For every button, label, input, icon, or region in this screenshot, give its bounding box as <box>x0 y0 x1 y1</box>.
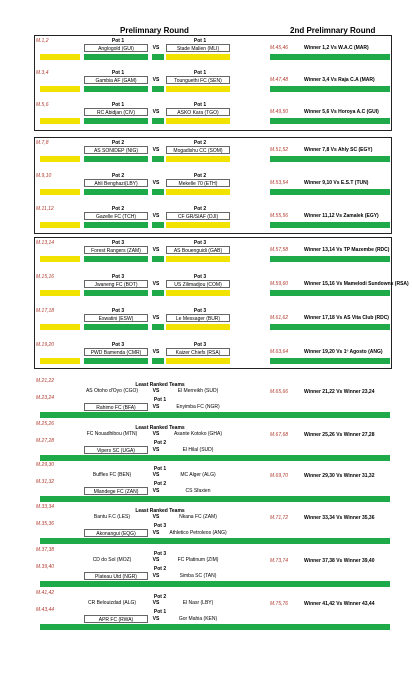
vs-label: VS <box>152 213 160 219</box>
second-round-match: M.51,52 <box>270 147 289 153</box>
vs-label: VS <box>152 600 160 606</box>
section-label: Least Ranked Teams <box>135 508 185 514</box>
section-label: Least Ranked Teams <box>135 382 185 388</box>
green-bar <box>84 358 148 364</box>
green-bar <box>270 156 390 162</box>
yellow-bar <box>40 358 80 364</box>
vs-label: VS <box>152 514 160 520</box>
second-round-match: M.61,62 <box>270 315 289 321</box>
second-round-match: M.75,76 <box>270 601 289 607</box>
match-number: M.13,14 <box>36 240 55 246</box>
team-home: Forest Rangers (ZAM) <box>84 246 148 254</box>
vs-label: VS <box>152 77 160 83</box>
pot-label: Pot 1 <box>193 70 207 76</box>
winner-fixture: Winner 37,38 Vs Winner 39,40 <box>304 558 375 564</box>
yellow-bar <box>166 358 230 364</box>
section-label: Pot 1 <box>153 609 167 615</box>
team-away: Stade Malien (MLI) <box>166 44 230 52</box>
yellow-bar <box>166 86 230 92</box>
green-bar <box>84 189 148 195</box>
vs-label: VS <box>152 557 160 563</box>
match-number: M.9,10 <box>36 173 52 179</box>
team-home: APR FC (RWA) <box>84 615 148 623</box>
match-number: M.3,4 <box>36 70 49 76</box>
green-bar <box>40 496 390 502</box>
yellow-bar <box>166 156 230 162</box>
winner-fixture: Winner 13,14 Vs TP Mazembe (RDC) <box>304 247 390 253</box>
winner-fixture: Winner 19,20 Vs 1º Agosto (ANG) <box>304 349 383 355</box>
pot-label: Pot 1 <box>193 38 207 44</box>
section-label: Pot 2 <box>153 566 167 572</box>
green-bar <box>84 86 148 92</box>
pot-label: Pot 2 <box>193 206 207 212</box>
second-round-match: M.71,72 <box>270 515 289 521</box>
match-number: M.39,40 <box>36 564 55 570</box>
winner-fixture: Winner 33,34 Vs Winner 35,36 <box>304 515 375 521</box>
green-bar <box>270 290 390 296</box>
green-bar <box>84 324 148 330</box>
vs-label: VS <box>152 573 160 579</box>
second-round-match: M.47,48 <box>270 77 289 83</box>
green-bar <box>152 156 164 162</box>
match-number: M.1,2 <box>36 38 49 44</box>
match-number: M.35,36 <box>36 521 55 527</box>
match-number: M.17,18 <box>36 308 55 314</box>
team-away: CF GR/SIAF (DJI) <box>166 212 230 220</box>
pot-label: Pot 3 <box>193 240 207 246</box>
match-number: M.23,24 <box>36 395 55 401</box>
section-label: Pot 2 <box>153 440 167 446</box>
pot-label: Pot 2 <box>111 206 125 212</box>
yellow-bar <box>40 222 80 228</box>
second-round-match: M.69,70 <box>270 473 289 479</box>
winner-fixture: Winner 9,10 Vs E.S.T (TUN) <box>304 180 369 186</box>
green-bar <box>152 189 164 195</box>
pot-label: Pot 2 <box>111 173 125 179</box>
winner-fixture: Winner 15,16 Vs Mamelodi Sundowns (RSA) <box>304 281 409 287</box>
pot-label: Pot 1 <box>111 102 125 108</box>
section-label: Least Ranked Teams <box>135 425 185 431</box>
green-bar <box>84 54 148 60</box>
second-round-match: M.55,56 <box>270 213 289 219</box>
team-home: PWD Bamenda (CMR) <box>84 348 148 356</box>
winner-fixture: Winner 7,8 Vs Ahly SC (EGY) <box>304 147 373 153</box>
vs-label: VS <box>152 147 160 153</box>
vs-label: VS <box>152 472 160 478</box>
pot-label: Pot 3 <box>111 342 125 348</box>
team-away: Le Messager (BUR) <box>166 314 230 322</box>
green-bar <box>152 290 164 296</box>
second-round-match: M.53,54 <box>270 180 289 186</box>
team-away: Mogadishu CC (SOM) <box>166 146 230 154</box>
team-home: AS Otoho d'Oyo (CGO) <box>85 388 139 394</box>
team-away: El Merreikh (SUD) <box>177 388 219 394</box>
team-home: CD do Sol (MOZ) <box>92 557 132 563</box>
team-home: FC Nouadhibou (MTN) <box>86 431 138 437</box>
team-away: Gor Mahia (KEN) <box>178 616 218 622</box>
match-number: M.33,34 <box>36 504 55 510</box>
team-home: Ahli Benghazi(LBY) <box>84 179 148 187</box>
match-number: M.21,22 <box>36 378 55 384</box>
second-round-match: M.45,46 <box>270 45 289 51</box>
green-bar <box>84 256 148 262</box>
pot-label: Pot 3 <box>111 308 125 314</box>
yellow-bar <box>166 324 230 330</box>
team-away: El Nasr (LBY) <box>182 600 214 606</box>
team-away: Asante Kotoko (GHA) <box>173 431 223 437</box>
match-number: M.31,32 <box>36 479 55 485</box>
team-away: ASKO Kara (TGO) <box>166 108 230 116</box>
green-bar <box>152 54 164 60</box>
team-away: El Hilal (SUD) <box>182 447 214 453</box>
section-label: Pot 1 <box>153 466 167 472</box>
team-away: Nkana FC (ZAM) <box>179 514 217 520</box>
section-label: Pot 3 <box>153 551 167 557</box>
winner-fixture: Winner 41,42 Vs Winner 43,44 <box>304 601 375 607</box>
green-bar <box>152 324 164 330</box>
second-round-match: M.65,66 <box>270 389 289 395</box>
team-away: Kaizer Chiefs (RSA) <box>166 348 230 356</box>
green-bar <box>270 189 390 195</box>
team-home: Jwaneng FC (BOT) <box>84 280 148 288</box>
pot-label: Pot 2 <box>193 173 207 179</box>
green-bar <box>40 538 390 544</box>
yellow-bar <box>166 222 230 228</box>
green-bar <box>40 581 390 587</box>
team-away: US Zilimadjou (COM) <box>166 280 230 288</box>
vs-label: VS <box>152 530 160 536</box>
yellow-bar <box>166 189 230 195</box>
yellow-bar <box>40 156 80 162</box>
green-bar <box>40 624 390 630</box>
second-round-header: 2nd Prelimnary Round <box>290 26 376 35</box>
pot-label: Pot 3 <box>193 308 207 314</box>
vs-label: VS <box>152 488 160 494</box>
section-label: Pot 3 <box>153 523 167 529</box>
vs-label: VS <box>152 109 160 115</box>
pot-label: Pot 2 <box>111 140 125 146</box>
vs-label: VS <box>152 281 160 287</box>
winner-fixture: Winner 1,2 Vs W.A.C (MAR) <box>304 45 369 51</box>
team-home: Eswatini (ESW) <box>84 314 148 322</box>
vs-label: VS <box>152 247 160 253</box>
match-number: M.37,38 <box>36 547 55 553</box>
green-bar <box>270 118 390 124</box>
team-home: Anglogold (GUI) <box>84 44 148 52</box>
team-home: Mlandege FC (ZAN) <box>84 487 148 495</box>
yellow-bar <box>40 54 80 60</box>
green-bar <box>270 222 390 228</box>
team-away: Simba SC (TAN) <box>179 573 217 579</box>
pot-label: Pot 1 <box>193 102 207 108</box>
second-round-match: M.67,68 <box>270 432 289 438</box>
match-number: M.7,8 <box>36 140 49 146</box>
vs-label: VS <box>152 616 160 622</box>
winner-fixture: Winner 5,6 Vs Horoya A.C (GUI) <box>304 109 379 115</box>
vs-label: VS <box>152 45 160 51</box>
match-number: M.27,28 <box>36 438 55 444</box>
pot-label: Pot 3 <box>111 240 125 246</box>
team-away: Athletico Petroleos (ANG) <box>169 530 227 536</box>
winner-fixture: Winner 21,22 Vs Winner 23,24 <box>304 389 375 395</box>
team-home: Rahimo FC (BFA) <box>84 403 148 411</box>
pot-label: Pot 3 <box>193 342 207 348</box>
match-number: M.29,30 <box>36 462 55 468</box>
match-number: M.41,42 <box>36 590 55 596</box>
green-bar <box>270 256 390 262</box>
team-away: AS Bouenguidi (GAB) <box>166 246 230 254</box>
second-round-match: M.59,60 <box>270 281 289 287</box>
yellow-bar <box>40 290 80 296</box>
match-number: M.25,26 <box>36 421 55 427</box>
green-bar <box>152 358 164 364</box>
team-home: Plateau Utd (NGR) <box>84 572 148 580</box>
winner-fixture: Winner 25,26 Vs Winner 27,28 <box>304 432 375 438</box>
team-away: Mekelle 70 (ETH) <box>166 179 230 187</box>
green-bar <box>40 455 390 461</box>
yellow-bar <box>40 256 80 262</box>
team-away: Tounguethi FC (SEN) <box>166 76 230 84</box>
yellow-bar <box>166 118 230 124</box>
pot-label: Pot 1 <box>111 38 125 44</box>
second-round-match: M.63,64 <box>270 349 289 355</box>
winner-fixture: Winner 3,4 Vs Raja C.A (MAR) <box>304 77 375 83</box>
vs-label: VS <box>152 404 160 410</box>
second-round-match: M.49,50 <box>270 109 289 115</box>
pot-label: Pot 1 <box>111 70 125 76</box>
green-bar <box>152 86 164 92</box>
yellow-bar <box>40 324 80 330</box>
winner-fixture: Winner 17,18 Vs AS Vita Club (RDC) <box>304 315 389 321</box>
vs-label: VS <box>152 431 160 437</box>
yellow-bar <box>40 189 80 195</box>
vs-label: VS <box>152 315 160 321</box>
team-away: CS Sfaxien <box>185 488 211 494</box>
green-bar <box>270 358 390 364</box>
team-home: Buffles FC (BEN) <box>92 472 132 478</box>
green-bar <box>152 118 164 124</box>
yellow-bar <box>40 118 80 124</box>
team-home: Bantu F.C (LES) <box>93 514 131 520</box>
green-bar <box>84 156 148 162</box>
team-home: AS SONIDEP (NIG) <box>84 146 148 154</box>
green-bar <box>270 324 390 330</box>
vs-label: VS <box>152 349 160 355</box>
team-away: MC Alger (ALG) <box>180 472 216 478</box>
team-away: Enyimba FC (NGR) <box>176 404 220 410</box>
green-bar <box>40 412 390 418</box>
team-home: Gambia AF (GAM) <box>84 76 148 84</box>
green-bar <box>84 118 148 124</box>
prelim-round-header: Prelimnary Round <box>120 26 189 35</box>
team-home: Vipers SC (UGA) <box>84 446 148 454</box>
second-round-match: M.73,74 <box>270 558 289 564</box>
section-label: Pot 1 <box>153 397 167 403</box>
yellow-bar <box>166 290 230 296</box>
yellow-bar <box>40 86 80 92</box>
green-bar <box>270 54 390 60</box>
vs-label: VS <box>152 180 160 186</box>
green-bar <box>152 256 164 262</box>
pot-label: Pot 3 <box>193 274 207 280</box>
green-bar <box>270 86 390 92</box>
green-bar <box>152 222 164 228</box>
match-number: M.5,6 <box>36 102 49 108</box>
match-number: M.15,16 <box>36 274 55 280</box>
match-number: M.11,12 <box>36 206 54 212</box>
winner-fixture: Winner 11,12 Vs Zamalek (EGY) <box>304 213 379 219</box>
pot-label: Pot 3 <box>111 274 125 280</box>
pot-label: Pot 2 <box>193 140 207 146</box>
match-number: M.43,44 <box>36 607 55 613</box>
team-home: Akonangui (EQG) <box>84 529 148 537</box>
team-home: CR Belouizdad (ALG) <box>87 600 137 606</box>
green-bar <box>84 290 148 296</box>
yellow-bar <box>166 54 230 60</box>
winner-fixture: Winner 29,30 Vs Winner 31,32 <box>304 473 375 479</box>
match-number: M.19,20 <box>36 342 55 348</box>
section-label: Pot 2 <box>153 594 167 600</box>
section-label: Pot 2 <box>153 481 167 487</box>
team-away: FC Platinum (ZIM) <box>177 557 219 563</box>
second-round-match: M.57,58 <box>270 247 289 253</box>
vs-label: VS <box>152 388 160 394</box>
team-home: RC Abidjan (CIV) <box>84 108 148 116</box>
yellow-bar <box>166 256 230 262</box>
vs-label: VS <box>152 447 160 453</box>
team-home: Gazelle FC (TCH) <box>84 212 148 220</box>
green-bar <box>84 222 148 228</box>
